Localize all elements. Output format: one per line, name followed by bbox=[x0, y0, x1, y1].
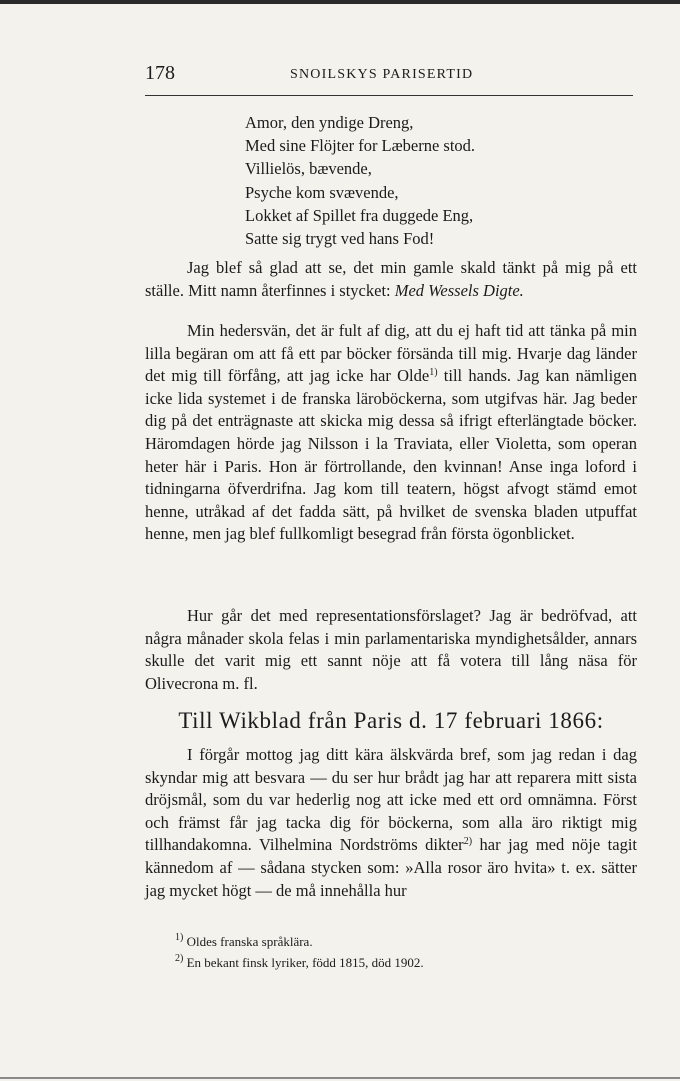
scan-top-edge bbox=[0, 0, 680, 4]
page-header bbox=[145, 62, 637, 86]
poem-line: Satte sig trygt ved hans Fod! bbox=[245, 229, 435, 249]
paragraph-text: till hands. Jag kan nämligen icke lida systemet i de franska läroböckerna, som utgifvas här. Jag beder dig på det enträgnaste att skicka mig dessa så ifrigt efterlängtade böcker. Häromdagen hörde jag Nilsson i la Traviata, eller Violetta, som operan heter här i Paris. Hon är förtrollande, den kvinnan! Anse inga loford i tidningarna öfverdrifna. Jag kom till teatern, högst afvogt stämd emot henne, utråkad af det fadda sätt, på hvilket de svenska bladen utpuffat henne, men jag blef fullkomligt besegrad från första ögonblicket. bbox=[145, 366, 637, 544]
footnote bbox=[175, 931, 424, 952]
poem-line: Amor, den yndige Dreng, bbox=[245, 113, 414, 132]
footnote-text: Oldes franska språklära. bbox=[186, 934, 313, 949]
footnote-ref: 1) bbox=[429, 367, 438, 379]
footnote-text: En bekant finsk lyriker, född 1815, död 1902. bbox=[186, 955, 424, 970]
poem-line: Villielös, bævende, bbox=[245, 159, 372, 179]
poem-line: Med sine Flöjter for Læberne stod. bbox=[245, 136, 476, 156]
paragraph-text: Min hedersvän, det är fult af dig, att du ej haft tid att tänka på min lilla begäran om att få ett par böcker försända till mig. Hvarje dag länder det mig till förfång, att jag icke har Olde bbox=[145, 321, 637, 386]
paragraph-text: har jag med nöje tagit kännedom af — sådana stycken som: »Alla rosor äro hvita» t. ex. sätter jag mycket högt — de må innehålla hur bbox=[145, 835, 637, 900]
letter-heading: Till Wikblad från Paris d. 17 februari 1866: bbox=[178, 708, 604, 733]
footnote bbox=[175, 952, 424, 973]
paragraph-text: Jag blef så glad att se, det min gamle skald tänkt på mig på ett ställe. Mitt namn återfinnes i stycket: bbox=[145, 258, 637, 300]
scan-bottom-edge bbox=[0, 1077, 680, 1079]
footnote-mark: 2) bbox=[175, 953, 184, 964]
poem-stanza bbox=[245, 111, 475, 250]
paragraph-text: I förgår mottog jag ditt kära älskvärda bref, som jag redan i dag skyndar mig att besvara — du ser hur brådt jag har att reparera mitt sista dröjsmål, som du var hederlig nog att icke med ett ord omnämna. Först och främst får jag tacka dig för böckerna, som alla äro riktigt mig tillhandakomna. Vilhelmina Nordströms dikter bbox=[145, 745, 637, 855]
paragraph-2 bbox=[145, 320, 637, 546]
poem-line: Psyche kom svævende, bbox=[245, 182, 399, 202]
italic-title: Med Wessels Digte. bbox=[394, 280, 524, 300]
footnotes bbox=[175, 931, 424, 973]
paragraph-1 bbox=[145, 257, 637, 302]
paragraph-text: Hur går det med representationsförslaget? Jag är bedröfvad, att några månader skola felas i min parlamentariska myndighetsålder, annars skulle det varit mig ett sannt nöje att få votera till lång näsa för Olivecrona m. fl. bbox=[145, 606, 637, 693]
header-rule bbox=[145, 95, 633, 96]
paragraph-4 bbox=[145, 744, 637, 902]
page-number: 178 bbox=[145, 62, 175, 84]
footnote-ref: 2) bbox=[463, 836, 473, 848]
running-title: SNOILSKYS PARISERTID bbox=[290, 67, 474, 82]
footnote-mark: 1) bbox=[175, 932, 184, 943]
poem-line: Lokket af Spillet fra duggede Eng, bbox=[245, 205, 474, 225]
paragraph-3 bbox=[145, 605, 637, 695]
